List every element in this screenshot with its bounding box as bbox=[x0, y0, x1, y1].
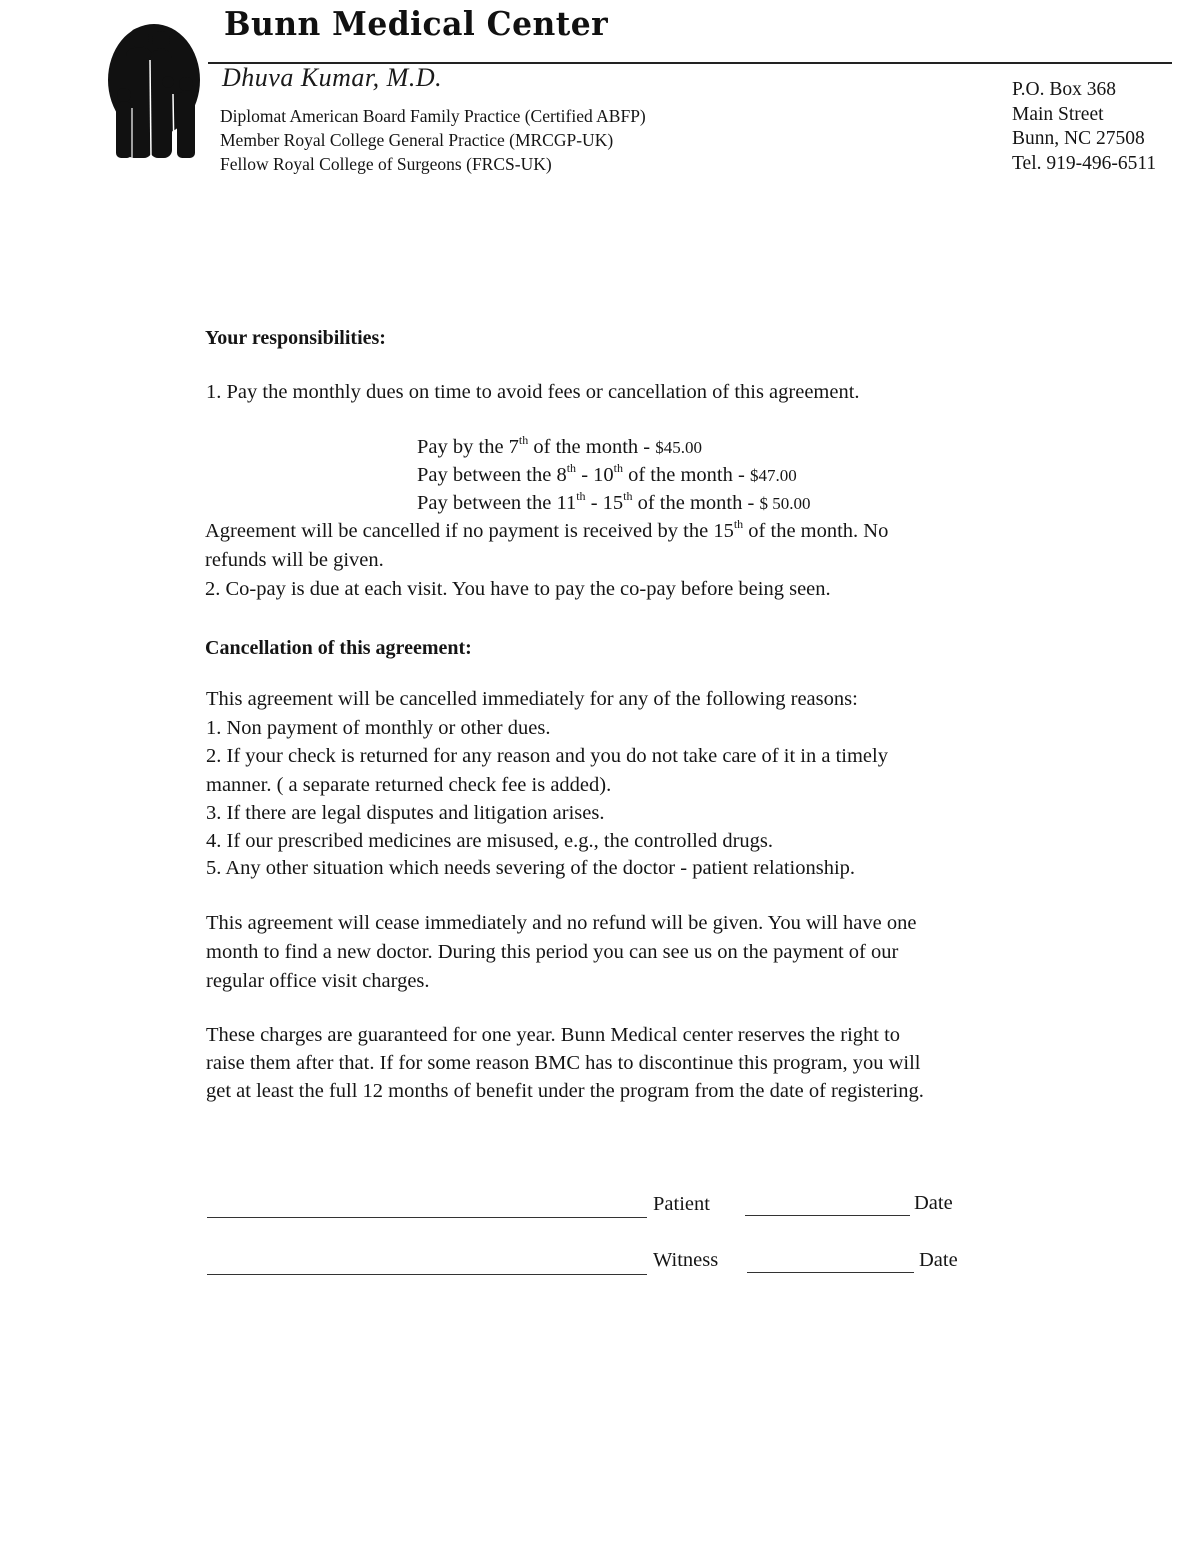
cancellation-note bbox=[205, 517, 889, 543]
fee-sup: th bbox=[566, 461, 577, 475]
cancellation-note-line-2: refunds will be given. bbox=[205, 549, 384, 571]
note-text: Agreement will be cancelled if no payment is received by the 15 bbox=[205, 520, 734, 542]
note-sup: th bbox=[733, 517, 744, 531]
credentials bbox=[220, 104, 646, 176]
fee-text: of the month - bbox=[528, 436, 656, 458]
fee-sup: th bbox=[613, 461, 623, 475]
patient-date-line[interactable] bbox=[745, 1215, 910, 1216]
fee-text: Pay between the 8 bbox=[417, 464, 567, 486]
credential-line: Diplomat American Board Family Practice (Certified ABFP) bbox=[220, 106, 646, 126]
office-address bbox=[1012, 78, 1156, 176]
cancellation-reason: 2. If your check is returned for any reason and you do not take care of it in a timely bbox=[206, 745, 888, 767]
cancellation-reason: 5. Any other situation which needs severing of the doctor - patient relationship. bbox=[206, 857, 856, 879]
credential-line: Fellow Royal College of Surgeons (FRCS-UK) bbox=[220, 154, 552, 174]
cease-paragraph-line: This agreement will cease immediately and no refund will be given. You will have one bbox=[206, 912, 917, 934]
fee-line bbox=[417, 461, 797, 487]
doctor-name: Dhuva Kumar, M.D. bbox=[222, 63, 443, 92]
cancellation-reason: 3. If there are legal disputes and litigation arises. bbox=[206, 802, 605, 824]
fee-text: Pay between the 11 bbox=[417, 492, 577, 514]
witness-date-line[interactable] bbox=[747, 1272, 914, 1273]
fee-text: of the month - bbox=[622, 464, 750, 486]
cease-paragraph-line: month to find a new doctor. During this period you can see us on the payment of our bbox=[206, 941, 899, 963]
fee-text: - 10 bbox=[576, 464, 614, 486]
charges-paragraph-line: get at least the full 12 months of benefit under the program from the date of registering. bbox=[206, 1080, 924, 1102]
fee-sup: th bbox=[576, 489, 586, 503]
cancellation-reason: 4. If our prescribed medicines are misused, e.g., the controlled drugs. bbox=[206, 830, 773, 852]
family-logo bbox=[104, 20, 204, 162]
patient-date-label: Date bbox=[914, 1192, 953, 1214]
address-line: Main Street bbox=[1012, 103, 1104, 125]
address-line: P.O. Box 368 bbox=[1012, 79, 1117, 100]
credential-line: Member Royal College General Practice (MRCGP-UK) bbox=[220, 130, 614, 150]
fee-text: of the month - bbox=[632, 492, 760, 514]
fee-line bbox=[417, 433, 702, 459]
fee-text: - 15 bbox=[585, 492, 624, 514]
cease-paragraph-line: regular office visit charges. bbox=[206, 970, 430, 992]
responsibility-item-2: 2. Co-pay is due at each visit. You have to pay the co-pay before being seen. bbox=[205, 578, 831, 600]
note-text: of the month. No bbox=[743, 520, 889, 542]
responsibilities-heading: Your responsibilities: bbox=[205, 327, 386, 349]
cancellation-intro: This agreement will be cancelled immediately for any of the following reasons: bbox=[206, 688, 858, 710]
witness-signature-line[interactable] bbox=[207, 1274, 647, 1275]
fee-amount: $47.00 bbox=[749, 466, 797, 485]
charges-paragraph-line: These charges are guaranteed for one year. Bunn Medical center reserves the right to bbox=[206, 1024, 901, 1046]
medical-center-name: Bunn Medical Center bbox=[224, 4, 609, 43]
address-line: Tel. 919-496-6511 bbox=[1012, 152, 1157, 174]
witness-label: Witness bbox=[653, 1249, 719, 1271]
fee-amount: $ 50.00 bbox=[759, 494, 811, 513]
cancellation-reason: 1. Non payment of monthly or other dues. bbox=[206, 717, 551, 739]
fee-amount: $45.00 bbox=[655, 438, 702, 457]
patient-label: Patient bbox=[653, 1193, 710, 1215]
fee-text: Pay by the 7 bbox=[417, 436, 519, 458]
witness-date-label: Date bbox=[919, 1249, 958, 1271]
cancellation-heading: Cancellation of this agreement: bbox=[205, 637, 472, 659]
charges-paragraph-line: raise them after that. If for some reason BMC has to discontinue this program, you will bbox=[206, 1052, 921, 1074]
fee-line bbox=[417, 489, 811, 515]
patient-signature-line[interactable] bbox=[207, 1217, 647, 1218]
fee-sup: th bbox=[518, 433, 529, 447]
responsibility-item-1: 1. Pay the monthly dues on time to avoid fees or cancellation of this agreement. bbox=[206, 381, 860, 403]
fee-sup: th bbox=[623, 489, 633, 503]
cancellation-reason: manner. ( a separate returned check fee is added). bbox=[206, 774, 612, 796]
address-line: Bunn, NC 27508 bbox=[1012, 128, 1145, 149]
